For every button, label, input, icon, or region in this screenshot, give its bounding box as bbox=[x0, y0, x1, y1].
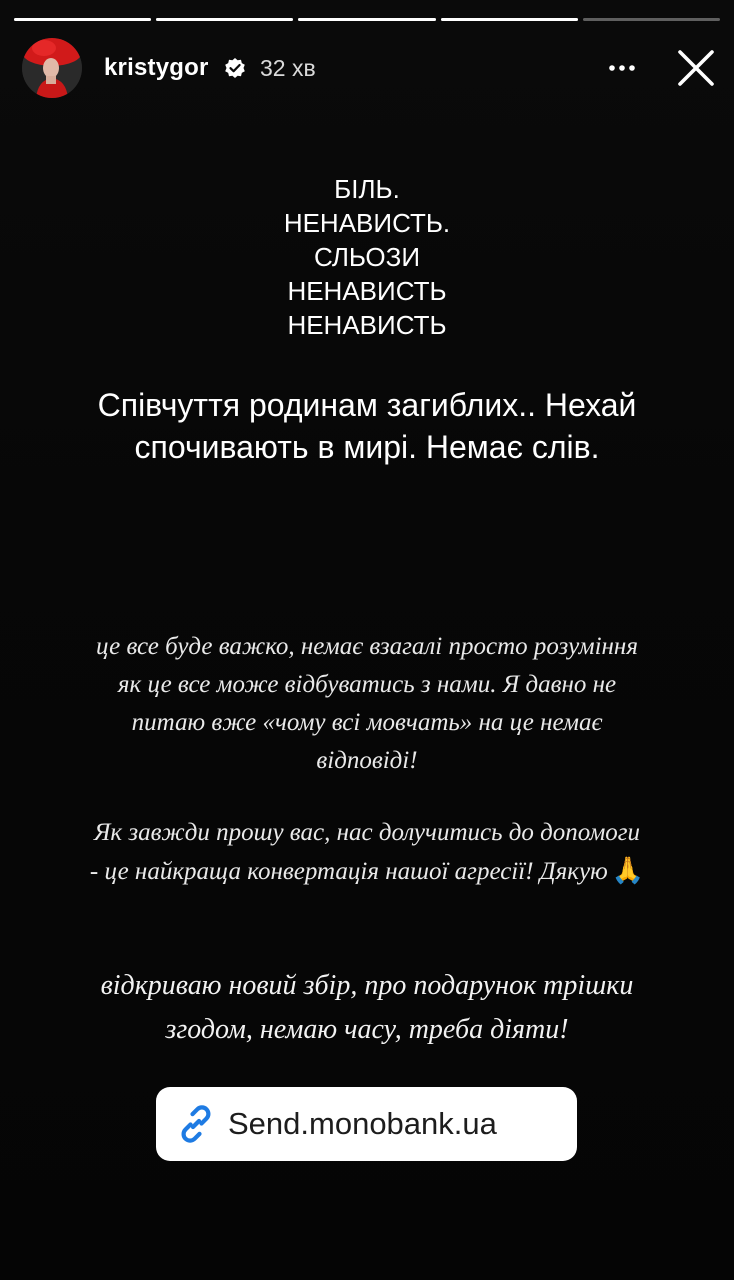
paragraph-line-text: - це найкраща конвертація нашої агресії! Дякую bbox=[89, 858, 608, 885]
story-header bbox=[22, 38, 722, 98]
link-icon bbox=[174, 1102, 218, 1146]
avatar-red-hat-icon bbox=[22, 38, 82, 98]
username[interactable]: kristygor bbox=[104, 54, 209, 81]
paragraph-line: згодом, немаю часу, треба діяти! bbox=[165, 1014, 569, 1045]
close-icon[interactable] bbox=[674, 46, 718, 90]
link-sticker[interactable] bbox=[156, 1087, 577, 1161]
praying-hands-icon: 🙏 bbox=[611, 856, 645, 886]
progress-segment-4 bbox=[441, 18, 578, 21]
story-progress-bar bbox=[14, 18, 720, 22]
caps-line: НЕНАВИСТЬ. bbox=[283, 208, 451, 238]
progress-segment-5 bbox=[583, 18, 720, 21]
avatar[interactable] bbox=[22, 38, 82, 98]
link-text[interactable]: Send.monobank.ua bbox=[228, 1106, 497, 1141]
condolence-line: Співчуття родинам загиблих.. Нехай bbox=[97, 387, 637, 423]
paragraph-line: відкриваю новий збір, про подарунок трішки bbox=[100, 970, 634, 1001]
caps-line: СЛЬОЗИ bbox=[313, 242, 421, 272]
progress-segment-3 bbox=[298, 18, 435, 21]
italic-paragraph-2 bbox=[30, 814, 704, 891]
italic-paragraph-1 bbox=[30, 628, 704, 780]
caps-line: НЕНАВИСТЬ bbox=[287, 310, 447, 340]
post-time: 32 хв bbox=[260, 55, 316, 81]
verified-badge-icon bbox=[224, 57, 246, 79]
progress-segment-1 bbox=[14, 18, 151, 21]
paragraph-line: як це все може відбуватись з нами. Я давно не bbox=[117, 671, 617, 698]
paragraph-line: це все буде важко, немає взагалі просто розуміння bbox=[96, 633, 638, 660]
caps-line: НЕНАВИСТЬ bbox=[287, 276, 447, 306]
caps-line: БІЛЬ. bbox=[334, 174, 400, 204]
condolence-text bbox=[40, 384, 694, 468]
caps-text-block bbox=[0, 172, 734, 342]
italic-paragraph-3 bbox=[30, 964, 704, 1052]
progress-segment-2 bbox=[156, 18, 293, 21]
more-dots-icon[interactable] bbox=[606, 52, 638, 84]
paragraph-line: Як завжди прошу вас, нас долучитись до допомоги bbox=[93, 819, 641, 846]
condolence-line: спочивають в мирі. Немає слів. bbox=[134, 429, 600, 465]
paragraph-line: відповіді! bbox=[316, 747, 418, 774]
paragraph-line bbox=[30, 852, 704, 891]
paragraph-line: питаю вже «чому всі мовчать» на це немає bbox=[131, 709, 603, 736]
